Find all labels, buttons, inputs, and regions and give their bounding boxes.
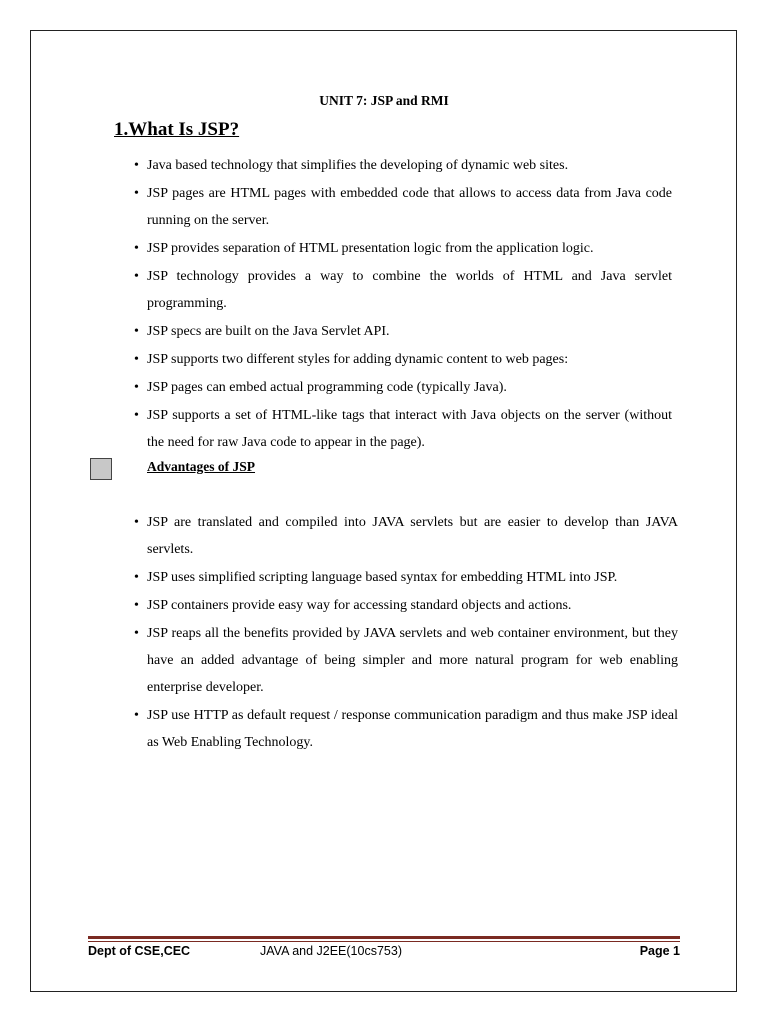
page-footer <box>88 944 680 962</box>
advantages-heading: Advantages of JSP <box>147 459 256 474</box>
unit-title: UNIT 7: JSP and RMI <box>319 93 449 108</box>
list-item: • JSP reaps all the benefits provided by JAVA servlets and web container environment, but they have an added advantage of being simpler and more natural program for web enabling enterprise developer. <box>134 620 678 701</box>
footer-rule-thin <box>88 941 680 942</box>
list-item: • JSP technology provides a way to combine the worlds of HTML and Java servlet programming. <box>134 263 672 317</box>
list-item: • JSP supports a set of HTML-like tags that interact with Java objects on the server (without the need for raw Java code to appear in the page). <box>134 402 672 456</box>
list-item: • JSP containers provide easy way for accessing standard objects and actions. <box>134 592 678 619</box>
list-item: • JSP are translated and compiled into JAVA servlets but are easier to develop than JAVA servlets. <box>134 509 678 563</box>
list-item: • JSP supports two different styles for adding dynamic content to web pages: <box>134 346 672 373</box>
footer-page-number: Page 1 <box>639 944 680 958</box>
list-item: • JSP pages can embed actual programming code (typically Java). <box>134 374 672 401</box>
list-item: • Java based technology that simplifies the developing of dynamic web sites. <box>134 152 672 179</box>
footer-course: JAVA and J2EE(10cs753) <box>260 944 402 958</box>
list-item: • JSP uses simplified scripting language based syntax for embedding HTML into JSP. <box>134 564 678 591</box>
list-item: • JSP use HTTP as default request / response communication paradigm and thus make JSP ideal as Web Enabling Technology. <box>134 702 678 756</box>
section-heading: 1.What Is JSP? <box>114 119 240 140</box>
marker-box <box>90 458 112 480</box>
advantages-list <box>134 509 678 757</box>
footer-department: Dept of CSE,CEC <box>88 944 191 958</box>
list-item: • JSP provides separation of HTML presentation logic from the application logic. <box>134 235 672 262</box>
what-is-jsp-list <box>134 152 672 457</box>
footer-rule <box>88 936 680 939</box>
list-item: • JSP pages are HTML pages with embedded code that allows to access data from Java code running on the server. <box>134 180 672 234</box>
list-item: • JSP specs are built on the Java Servlet API. <box>134 318 672 345</box>
